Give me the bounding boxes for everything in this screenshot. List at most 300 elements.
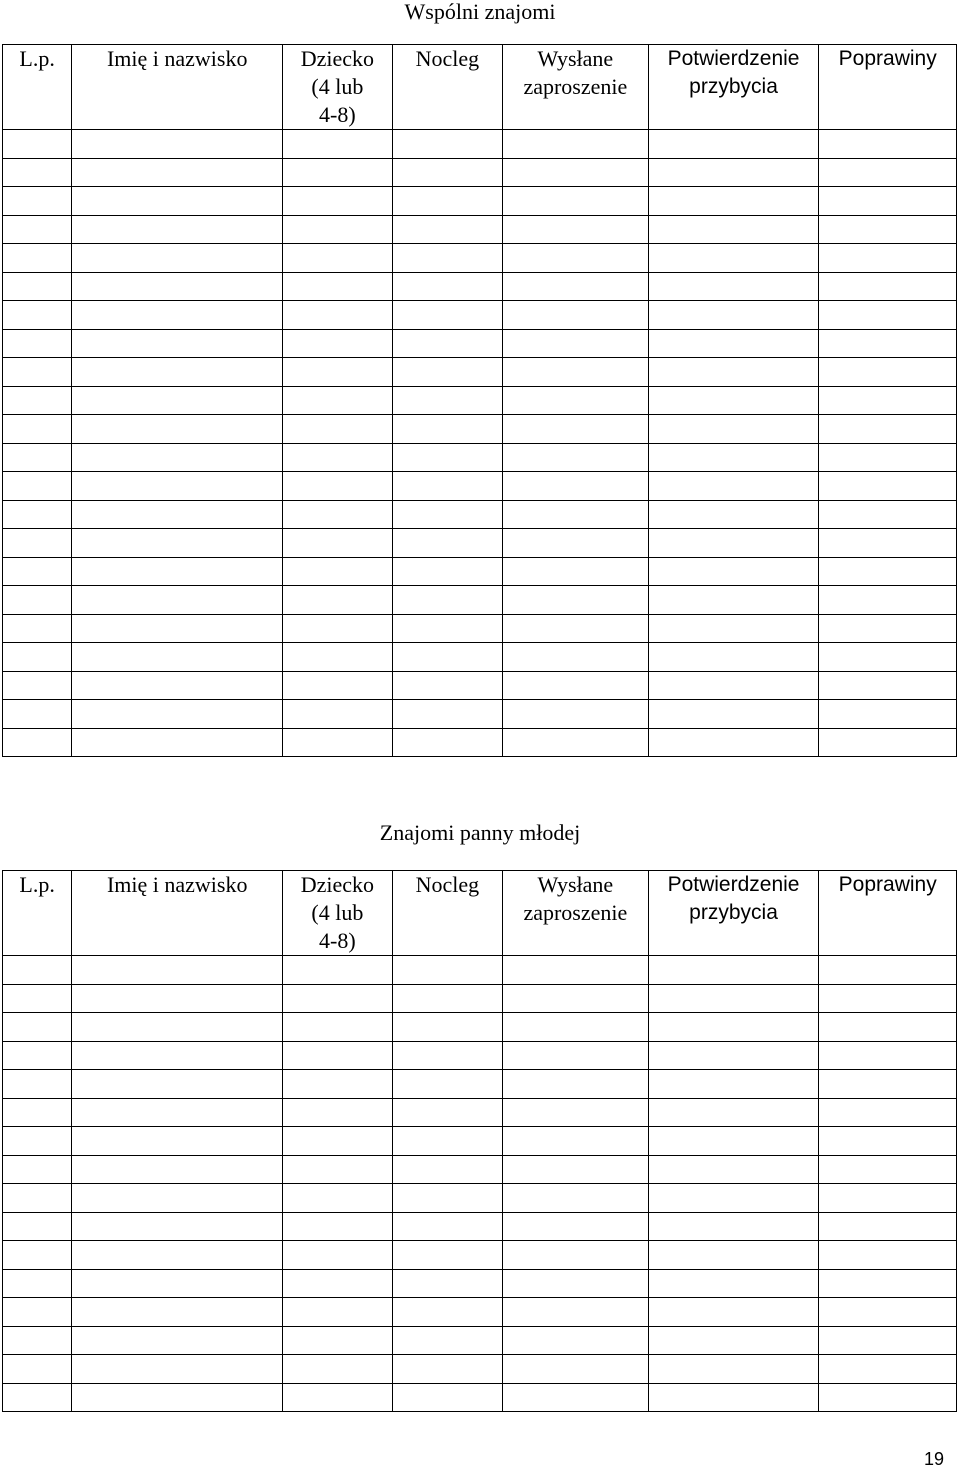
cell-name[interactable] <box>72 187 283 216</box>
cell-confirm[interactable] <box>648 1298 819 1327</box>
cell-sent[interactable] <box>503 700 649 729</box>
cell-lp[interactable] <box>3 215 72 244</box>
cell-name[interactable] <box>72 272 283 301</box>
cell-confirm[interactable] <box>648 1383 819 1412</box>
cell-child[interactable] <box>283 1098 392 1127</box>
cell-name[interactable] <box>72 1041 283 1070</box>
cell-fix[interactable] <box>819 1155 957 1184</box>
cell-sent[interactable] <box>503 301 649 330</box>
table-row <box>3 1098 957 1127</box>
cell-confirm[interactable] <box>648 329 819 358</box>
cell-name[interactable] <box>72 472 283 501</box>
cell-sent[interactable] <box>503 1269 649 1298</box>
cell-fix[interactable] <box>819 956 957 985</box>
table-header-row <box>3 871 957 956</box>
cell-nocleg[interactable] <box>392 1098 502 1127</box>
cell-sent[interactable] <box>503 215 649 244</box>
cell-lp[interactable] <box>3 1098 72 1127</box>
cell-fix[interactable] <box>819 1355 957 1384</box>
cell-sent[interactable] <box>503 187 649 216</box>
table-row <box>3 215 957 244</box>
cell-child[interactable] <box>283 1070 392 1099</box>
cell-child[interactable] <box>283 1184 392 1213</box>
table-row <box>3 614 957 643</box>
cell-name[interactable] <box>72 529 283 558</box>
cell-confirm[interactable] <box>648 1155 819 1184</box>
cell-nocleg[interactable] <box>392 386 502 415</box>
table-row <box>3 1041 957 1070</box>
cell-child[interactable] <box>283 1212 392 1241</box>
cell-fix[interactable] <box>819 415 957 444</box>
cell-sent[interactable] <box>503 1184 649 1213</box>
cell-name[interactable] <box>72 1212 283 1241</box>
cell-confirm[interactable] <box>648 158 819 187</box>
cell-lp[interactable] <box>3 301 72 330</box>
cell-lp[interactable] <box>3 1013 72 1042</box>
cell-child[interactable] <box>283 158 392 187</box>
cell-lp[interactable] <box>3 1212 72 1241</box>
cell-fix[interactable] <box>819 1013 957 1042</box>
cell-name[interactable] <box>72 1013 283 1042</box>
cell-nocleg[interactable] <box>392 984 502 1013</box>
cell-sent[interactable] <box>503 500 649 529</box>
cell-confirm[interactable] <box>648 1326 819 1355</box>
cell-nocleg[interactable] <box>392 301 502 330</box>
cell-nocleg[interactable] <box>392 614 502 643</box>
cell-nocleg[interactable] <box>392 244 502 273</box>
cell-name[interactable] <box>72 984 283 1013</box>
cell-confirm[interactable] <box>648 1184 819 1213</box>
cell-nocleg[interactable] <box>392 358 502 387</box>
cell-name[interactable] <box>72 700 283 729</box>
cell-child[interactable] <box>283 1326 392 1355</box>
cell-name[interactable] <box>72 386 283 415</box>
cell-name[interactable] <box>72 728 283 757</box>
cell-confirm[interactable] <box>648 244 819 273</box>
cell-lp[interactable] <box>3 1241 72 1270</box>
cell-lp[interactable] <box>3 443 72 472</box>
cell-nocleg[interactable] <box>392 472 502 501</box>
cell-lp[interactable] <box>3 529 72 558</box>
cell-fix[interactable] <box>819 244 957 273</box>
cell-fix[interactable] <box>819 443 957 472</box>
cell-child[interactable] <box>283 529 392 558</box>
table-row <box>3 443 957 472</box>
cell-sent[interactable] <box>503 1098 649 1127</box>
table-row <box>3 671 957 700</box>
cell-sent[interactable] <box>503 244 649 273</box>
cell-sent[interactable] <box>503 1212 649 1241</box>
table-row <box>3 643 957 672</box>
cell-fix[interactable] <box>819 984 957 1013</box>
cell-lp[interactable] <box>3 1184 72 1213</box>
cell-fix[interactable] <box>819 1326 957 1355</box>
cell-sent[interactable] <box>503 1041 649 1070</box>
cell-confirm[interactable] <box>648 215 819 244</box>
cell-sent[interactable] <box>503 272 649 301</box>
cell-confirm[interactable] <box>648 1241 819 1270</box>
cell-lp[interactable] <box>3 700 72 729</box>
cell-fix[interactable] <box>819 1298 957 1327</box>
cell-nocleg[interactable] <box>392 1212 502 1241</box>
cell-lp[interactable] <box>3 614 72 643</box>
header-name: Imię i nazwisko <box>72 45 283 130</box>
cell-sent[interactable] <box>503 984 649 1013</box>
table-row <box>3 984 957 1013</box>
cell-name[interactable] <box>72 500 283 529</box>
cell-lp[interactable] <box>3 1269 72 1298</box>
cell-name[interactable] <box>72 586 283 615</box>
cell-nocleg[interactable] <box>392 329 502 358</box>
cell-nocleg[interactable] <box>392 1326 502 1355</box>
cell-fix[interactable] <box>819 614 957 643</box>
cell-sent[interactable] <box>503 728 649 757</box>
cell-child[interactable] <box>283 500 392 529</box>
cell-lp[interactable] <box>3 1127 72 1156</box>
cell-nocleg[interactable] <box>392 1070 502 1099</box>
cell-lp[interactable] <box>3 1070 72 1099</box>
cell-lp[interactable] <box>3 358 72 387</box>
cell-nocleg[interactable] <box>392 1041 502 1070</box>
cell-confirm[interactable] <box>648 272 819 301</box>
table-row <box>3 130 957 159</box>
cell-sent[interactable] <box>503 358 649 387</box>
cell-fix[interactable] <box>819 386 957 415</box>
table-row <box>3 586 957 615</box>
cell-nocleg[interactable] <box>392 1383 502 1412</box>
cell-nocleg[interactable] <box>392 1127 502 1156</box>
cell-nocleg[interactable] <box>392 272 502 301</box>
cell-nocleg[interactable] <box>392 1298 502 1327</box>
cell-nocleg[interactable] <box>392 1269 502 1298</box>
cell-child[interactable] <box>283 329 392 358</box>
cell-nocleg[interactable] <box>392 158 502 187</box>
table-row <box>3 1127 957 1156</box>
cell-fix[interactable] <box>819 301 957 330</box>
cell-lp[interactable] <box>3 472 72 501</box>
cell-nocleg[interactable] <box>392 443 502 472</box>
cell-fix[interactable] <box>819 472 957 501</box>
cell-sent[interactable] <box>503 586 649 615</box>
cell-child[interactable] <box>283 671 392 700</box>
cell-lp[interactable] <box>3 158 72 187</box>
cell-name[interactable] <box>72 557 283 586</box>
cell-confirm[interactable] <box>648 358 819 387</box>
cell-nocleg[interactable] <box>392 1155 502 1184</box>
section-title-wspolni: Wspólni znajomi <box>404 0 556 24</box>
cell-child[interactable] <box>283 415 392 444</box>
cell-lp[interactable] <box>3 500 72 529</box>
cell-child[interactable] <box>283 358 392 387</box>
cell-lp[interactable] <box>3 557 72 586</box>
cell-confirm[interactable] <box>648 301 819 330</box>
cell-nocleg[interactable] <box>392 215 502 244</box>
cell-nocleg[interactable] <box>392 956 502 985</box>
cell-child[interactable] <box>283 187 392 216</box>
cell-confirm[interactable] <box>648 415 819 444</box>
cell-sent[interactable] <box>503 472 649 501</box>
header-sent: Wysłane zaproszenie <box>503 45 649 130</box>
cell-child[interactable] <box>283 1013 392 1042</box>
cell-child[interactable] <box>283 643 392 672</box>
cell-name[interactable] <box>72 1355 283 1384</box>
cell-name[interactable] <box>72 1241 283 1270</box>
cell-nocleg[interactable] <box>392 671 502 700</box>
cell-fix[interactable] <box>819 158 957 187</box>
cell-child[interactable] <box>283 956 392 985</box>
cell-confirm[interactable] <box>648 1212 819 1241</box>
cell-name[interactable] <box>72 329 283 358</box>
cell-nocleg[interactable] <box>392 700 502 729</box>
cell-fix[interactable] <box>819 1098 957 1127</box>
cell-name[interactable] <box>72 215 283 244</box>
cell-lp[interactable] <box>3 329 72 358</box>
cell-sent[interactable] <box>503 329 649 358</box>
guest-table-wspolni <box>2 44 957 757</box>
cell-lp[interactable] <box>3 130 72 159</box>
cell-confirm[interactable] <box>648 728 819 757</box>
cell-sent[interactable] <box>503 130 649 159</box>
cell-confirm[interactable] <box>648 1355 819 1384</box>
cell-name[interactable] <box>72 358 283 387</box>
cell-lp[interactable] <box>3 415 72 444</box>
cell-fix[interactable] <box>819 586 957 615</box>
cell-confirm[interactable] <box>648 614 819 643</box>
cell-nocleg[interactable] <box>392 529 502 558</box>
cell-child[interactable] <box>283 130 392 159</box>
header-fix: Poprawiny <box>819 45 957 130</box>
cell-confirm[interactable] <box>648 1127 819 1156</box>
cell-sent[interactable] <box>503 415 649 444</box>
cell-fix[interactable] <box>819 557 957 586</box>
cell-sent[interactable] <box>503 1070 649 1099</box>
cell-sent[interactable] <box>503 443 649 472</box>
cell-lp[interactable] <box>3 956 72 985</box>
cell-fix[interactable] <box>819 358 957 387</box>
cell-confirm[interactable] <box>648 130 819 159</box>
cell-sent[interactable] <box>503 529 649 558</box>
cell-nocleg[interactable] <box>392 586 502 615</box>
cell-sent[interactable] <box>503 158 649 187</box>
cell-fix[interactable] <box>819 1212 957 1241</box>
cell-fix[interactable] <box>819 529 957 558</box>
cell-name[interactable] <box>72 671 283 700</box>
cell-name[interactable] <box>72 956 283 985</box>
table-row <box>3 187 957 216</box>
cell-child[interactable] <box>283 586 392 615</box>
cell-name[interactable] <box>72 301 283 330</box>
cell-sent[interactable] <box>503 1326 649 1355</box>
cell-child[interactable] <box>283 1241 392 1270</box>
cell-sent[interactable] <box>503 1241 649 1270</box>
cell-nocleg[interactable] <box>392 187 502 216</box>
table-header-row <box>3 45 957 130</box>
cell-child[interactable] <box>283 557 392 586</box>
cell-confirm[interactable] <box>648 557 819 586</box>
cell-sent[interactable] <box>503 1013 649 1042</box>
cell-sent[interactable] <box>503 1155 649 1184</box>
cell-nocleg[interactable] <box>392 415 502 444</box>
cell-lp[interactable] <box>3 728 72 757</box>
cell-lp[interactable] <box>3 1041 72 1070</box>
cell-child[interactable] <box>283 1127 392 1156</box>
cell-name[interactable] <box>72 1383 283 1412</box>
cell-sent[interactable] <box>503 1383 649 1412</box>
cell-name[interactable] <box>72 130 283 159</box>
cell-fix[interactable] <box>819 671 957 700</box>
cell-confirm[interactable] <box>648 1269 819 1298</box>
table-row <box>3 500 957 529</box>
cell-name[interactable] <box>72 244 283 273</box>
cell-lp[interactable] <box>3 272 72 301</box>
cell-child[interactable] <box>283 215 392 244</box>
cell-fix[interactable] <box>819 500 957 529</box>
cell-fix[interactable] <box>819 329 957 358</box>
cell-lp[interactable] <box>3 386 72 415</box>
cell-lp[interactable] <box>3 187 72 216</box>
cell-child[interactable] <box>283 472 392 501</box>
cell-child[interactable] <box>283 1041 392 1070</box>
cell-fix[interactable] <box>819 1184 957 1213</box>
cell-child[interactable] <box>283 272 392 301</box>
cell-name[interactable] <box>72 415 283 444</box>
cell-nocleg[interactable] <box>392 1013 502 1042</box>
cell-child[interactable] <box>283 614 392 643</box>
cell-fix[interactable] <box>819 272 957 301</box>
header-name: Imię i nazwisko <box>72 871 283 956</box>
cell-child[interactable] <box>283 244 392 273</box>
table-row <box>3 272 957 301</box>
cell-name[interactable] <box>72 1098 283 1127</box>
cell-name[interactable] <box>72 1155 283 1184</box>
header-confirm: Potwierdzenie przybycia <box>648 871 819 956</box>
cell-confirm[interactable] <box>648 700 819 729</box>
cell-sent[interactable] <box>503 1355 649 1384</box>
cell-confirm[interactable] <box>648 671 819 700</box>
cell-name[interactable] <box>72 1184 283 1213</box>
cell-fix[interactable] <box>819 728 957 757</box>
cell-lp[interactable] <box>3 1326 72 1355</box>
table-row <box>3 1241 957 1270</box>
cell-child[interactable] <box>283 301 392 330</box>
cell-confirm[interactable] <box>648 472 819 501</box>
cell-fix[interactable] <box>819 700 957 729</box>
header-sent: Wysłane zaproszenie <box>503 871 649 956</box>
cell-nocleg[interactable] <box>392 557 502 586</box>
cell-sent[interactable] <box>503 1127 649 1156</box>
cell-confirm[interactable] <box>648 500 819 529</box>
cell-fix[interactable] <box>819 1269 957 1298</box>
cell-name[interactable] <box>72 1326 283 1355</box>
cell-lp[interactable] <box>3 671 72 700</box>
cell-fix[interactable] <box>819 1383 957 1412</box>
cell-child[interactable] <box>283 1383 392 1412</box>
cell-child[interactable] <box>283 700 392 729</box>
cell-nocleg[interactable] <box>392 1241 502 1270</box>
table-row <box>3 386 957 415</box>
cell-confirm[interactable] <box>648 529 819 558</box>
table-row <box>3 1383 957 1412</box>
cell-nocleg[interactable] <box>392 728 502 757</box>
cell-lp[interactable] <box>3 984 72 1013</box>
cell-confirm[interactable] <box>648 386 819 415</box>
cell-child[interactable] <box>283 443 392 472</box>
cell-child[interactable] <box>283 1298 392 1327</box>
cell-name[interactable] <box>72 1269 283 1298</box>
cell-confirm[interactable] <box>648 586 819 615</box>
cell-lp[interactable] <box>3 244 72 273</box>
cell-fix[interactable] <box>819 1041 957 1070</box>
table-row <box>3 301 957 330</box>
cell-fix[interactable] <box>819 215 957 244</box>
cell-name[interactable] <box>72 443 283 472</box>
cell-name[interactable] <box>72 158 283 187</box>
cell-confirm[interactable] <box>648 984 819 1013</box>
cell-confirm[interactable] <box>648 643 819 672</box>
header-child: Dziecko (4 lub 4-8) <box>283 871 392 956</box>
cell-fix[interactable] <box>819 187 957 216</box>
cell-sent[interactable] <box>503 1298 649 1327</box>
cell-confirm[interactable] <box>648 187 819 216</box>
cell-fix[interactable] <box>819 1241 957 1270</box>
cell-sent[interactable] <box>503 386 649 415</box>
cell-nocleg[interactable] <box>392 500 502 529</box>
header-confirm: Potwierdzenie przybycia <box>648 45 819 130</box>
cell-name[interactable] <box>72 1298 283 1327</box>
cell-nocleg[interactable] <box>392 643 502 672</box>
cell-fix[interactable] <box>819 130 957 159</box>
cell-lp[interactable] <box>3 1298 72 1327</box>
cell-child[interactable] <box>283 984 392 1013</box>
cell-child[interactable] <box>283 1355 392 1384</box>
cell-child[interactable] <box>283 1269 392 1298</box>
cell-child[interactable] <box>283 728 392 757</box>
cell-name[interactable] <box>72 643 283 672</box>
cell-confirm[interactable] <box>648 1041 819 1070</box>
cell-lp[interactable] <box>3 1383 72 1412</box>
table-row <box>3 1212 957 1241</box>
cell-nocleg[interactable] <box>392 1184 502 1213</box>
cell-fix[interactable] <box>819 1127 957 1156</box>
cell-child[interactable] <box>283 1155 392 1184</box>
cell-nocleg[interactable] <box>392 1355 502 1384</box>
cell-lp[interactable] <box>3 586 72 615</box>
table-row <box>3 1298 957 1327</box>
cell-lp[interactable] <box>3 643 72 672</box>
cell-sent[interactable] <box>503 557 649 586</box>
cell-confirm[interactable] <box>648 1013 819 1042</box>
cell-confirm[interactable] <box>648 1098 819 1127</box>
cell-sent[interactable] <box>503 643 649 672</box>
cell-name[interactable] <box>72 1070 283 1099</box>
cell-confirm[interactable] <box>648 443 819 472</box>
table-row <box>3 529 957 558</box>
cell-sent[interactable] <box>503 956 649 985</box>
cell-confirm[interactable] <box>648 1070 819 1099</box>
cell-confirm[interactable] <box>648 956 819 985</box>
cell-nocleg[interactable] <box>392 130 502 159</box>
cell-child[interactable] <box>283 386 392 415</box>
cell-fix[interactable] <box>819 643 957 672</box>
cell-fix[interactable] <box>819 1070 957 1099</box>
cell-sent[interactable] <box>503 671 649 700</box>
section-title-panna-mloda: Znajomi panny młodej <box>379 820 581 845</box>
cell-name[interactable] <box>72 614 283 643</box>
cell-lp[interactable] <box>3 1355 72 1384</box>
cell-sent[interactable] <box>503 614 649 643</box>
cell-name[interactable] <box>72 1127 283 1156</box>
cell-lp[interactable] <box>3 1155 72 1184</box>
